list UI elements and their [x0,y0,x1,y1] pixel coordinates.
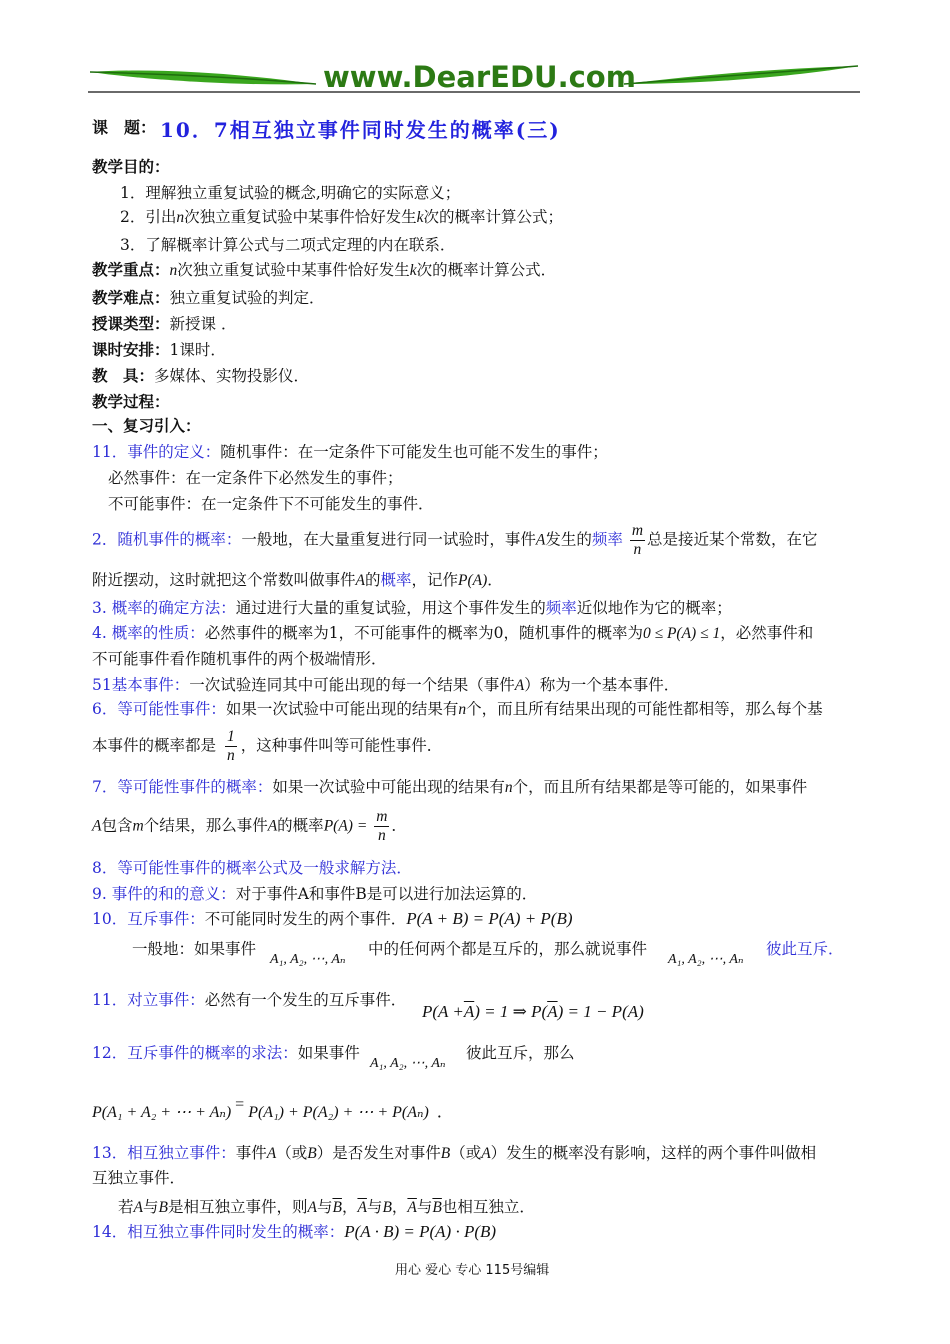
item-5: 51基本事件：一次试验连同其中可能出现的每一个结果（事件A）称为一个基本事件． [92,676,680,694]
objectives-label: 教学目的： [92,157,170,176]
process-label: 教学过程： [92,392,170,411]
item-1: 11．事件的定义：随机事件：在一定条件下可能发生也可能不发生的事件； [92,443,608,461]
item-13-independence: 若A与B是相互独立事件，则A与$\overline{B}$，$\overline{A}$与B，$\overline{A}$与$\overline{B}$也相互独立． [118,1198,535,1216]
item-1-impossible: 不可能事件：在一定条件下不可能发生的事件． [108,495,434,513]
item-4: 4. 概率的性质：必然事件的概率为1，不可能事件的概率为0，随机事件的概率为0 ≤ P(A) ≤ 1，必然事件和 [92,624,814,642]
review-label: 一、复习引入： [92,416,201,435]
key-point-row: 教学重点：n次独立重复试验中某事件恰好发生k次的概率计算公式． [92,260,557,279]
page-title: 10．7相互独立事件同时发生的概率(三) [160,118,561,142]
item-8: 8．等可能性事件的概率公式及一般求解方法． [92,859,412,877]
item-2: 2．随机事件的概率：一般地，在大量重复进行同一试验时，事件A发生的频率 $\frac{m}{n}$ 总是接近某个常数，在它 [92,522,818,558]
item-3: 3. 概率的确定方法：通过进行大量的重复试验，用这个事件发生的频率近似地作为它的概率； [92,599,732,617]
site-logo: www.DearEDU.com [323,60,636,94]
objective-1: 1．理解独立重复试验的概念,明确它的实际意义； [120,184,461,202]
item-2-cont: 附近摆动，这时就把这个常数叫做事件A的概率，记作P(A)． [92,571,503,589]
hours-row: 课时安排：1课时． [92,340,226,359]
item-14: 14．相互独立事件同时发生的概率：P(A · B) = P(A) · P(B) [92,1222,497,1241]
item-1-sure: 必然事件：在一定条件下必然发生的事件； [108,469,403,487]
type-row: 授课类型：新授课 ． [92,314,237,333]
item-6: 6．等可能性事件：如果一次试验中可能出现的结果有n个，而且所有结果出现的可能性都相等，那么每个基 [92,700,823,718]
item-12-formula: P(A₁ + A₂ + ⋯ + Aₙ) = P(A₁) + P(A₂) + ⋯ + P(Aₙ) ． [92,1096,453,1121]
title-label: 课 题： [92,118,157,137]
item-12-seq: A₁, A₂, ⋯, Aₙ [370,1056,446,1071]
item-10-mid: 中的任何两个都是互斥的，那么就说事件 [368,940,648,958]
item-11-formula: $P(A +\overline{A}) = 1$ ⇒ $P(\overline{A}) = 1 - P(A)$ [422,1002,644,1021]
item-13-cont: 互独立事件． [92,1169,186,1187]
tools-row: 教 具：多媒体、实物投影仪． [92,366,310,385]
item-12-cont: 彼此互斥，那么 [466,1044,575,1062]
difficulty-row: 教学难点：独立重复试验的判定． [92,288,325,307]
item-7: 7．等可能性事件的概率：如果一次试验中可能出现的结果有n个，而且所有结果都是等可能的，如果事件 [92,778,808,796]
item-13: 13．相互独立事件：事件A（或B）是否发生对事件B（或A）发生的概率没有影响，这样的两个事件叫做相 [92,1144,817,1162]
item-10-seq1: A₁, A₂, ⋯, Aₙ [270,952,346,967]
item-10-end: 彼此互斥． [766,940,844,958]
objective-3: 3．了解概率计算公式与二项式定理的内在联系． [120,236,456,254]
item-10: 10．互斥事件：不可能同时发生的两个事件．P(A + B) = P(A) + P(B) [92,909,573,928]
objective-2: 2．引出n次独立重复试验中某事件恰好发生k次的概率计算公式； [120,208,564,226]
header-banner [88,58,860,98]
page-footer: 用心 爱心 专心 115号编辑 [395,1263,550,1278]
item-9: 9. 事件的和的意义：对于事件A和事件B是可以进行加法运算的． [92,885,538,903]
item-7-cont: A包含m个结果，那么事件A的概率P(A) = $\frac{m}{n}$ ． [92,808,407,844]
item-4-cont: 不可能事件看作随机事件的两个极端情形． [92,650,387,668]
item-11: 11．对立事件：必然有一个发生的互斥事件． [92,991,407,1009]
item-10-cont: 一般地：如果事件 [132,940,257,958]
item-6-cont: 本事件的概率都是 $\frac{1}{n}$ ，这种事件叫等可能性事件． [92,728,443,764]
item-12: 12．互斥事件的概率的求法：如果事件 [92,1044,360,1062]
item-10-seq2: A₁, A₂, ⋯, Aₙ [668,952,744,967]
